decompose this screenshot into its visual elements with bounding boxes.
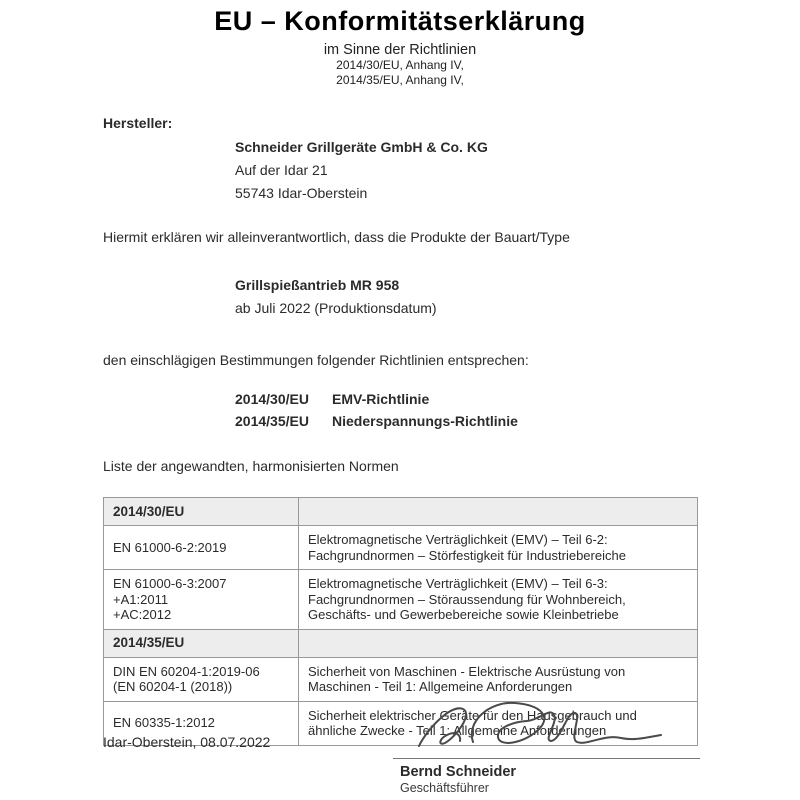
- section-code-cell: 2014/30/EU: [104, 498, 299, 526]
- document-footer: [103, 694, 700, 796]
- standard-code-line: DIN EN 60204-1:2019-06: [113, 663, 260, 679]
- manufacturer-address-block: [235, 136, 697, 205]
- manufacturer-label: Hersteller:: [103, 115, 173, 131]
- standard-code-line: +A1:2011: [113, 591, 169, 607]
- header-directive-line: 2014/30/EU, Anhang IV,: [336, 58, 464, 72]
- standard-code-line: (EN 60204-1 (2018)): [113, 679, 233, 694]
- table-row: [104, 570, 698, 630]
- section-desc-cell: [299, 498, 698, 526]
- section-code-cell: 2014/35/EU: [104, 629, 299, 657]
- directive-name: EMV-Richtlinie: [332, 391, 430, 407]
- directive-item: [235, 388, 697, 410]
- standard-code-line: EN 61000-6-2:2019: [113, 539, 227, 555]
- directive-code: 2014/30/EU: [235, 391, 309, 407]
- directive-item: [235, 410, 697, 432]
- signer-name: Bernd Schneider: [400, 764, 517, 780]
- directives-list: [235, 388, 697, 432]
- table-section-row: [104, 498, 698, 526]
- standard-code-cell: [104, 570, 299, 630]
- document-header: [103, 6, 697, 88]
- product-block: [235, 274, 697, 320]
- product-name: Grillspießantrieb MR 958: [235, 277, 400, 293]
- standard-code-cell: [104, 526, 299, 570]
- standard-desc-cell: Elektromagnetische Verträglichkeit (EMV) – Teil 6-2: Fachgrundnormen – Störfestigkeit für Industriebereiche: [299, 526, 698, 570]
- section-desc-cell: [299, 629, 698, 657]
- table-section-row: [104, 629, 698, 657]
- standard-desc-cell: Sicherheit elektrischer Geräte für den Hausgebrauch und ähnliche Zwecke - Teil 1: Allgemeine Anforderungen: [299, 701, 698, 745]
- declaration-intro: Hiermit erklären wir alleinverantwortlich, dass die Produkte der Bauart/Type: [103, 229, 570, 245]
- header-directive-line: 2014/35/EU, Anhang IV,: [336, 73, 464, 87]
- standard-code-line: EN 60335-1:2012: [113, 715, 215, 731]
- manufacturer-name: Schneider Grillgeräte GmbH & Co. KG: [235, 139, 488, 155]
- directive-name: Niederspannungs-Richtlinie: [332, 413, 518, 429]
- manufacturer-section: [103, 112, 697, 205]
- standard-desc-cell: Elektromagnetische Verträglichkeit (EMV) – Teil 6-3: Fachgrundnormen – Störaussendung für Wohnbereich, Geschäfts- und Gewerbebereiche sowie Kleinbetriebe: [299, 570, 698, 630]
- signature-scribble-icon: [411, 694, 671, 756]
- page-subtitle: im Sinne der Richtlinien: [323, 42, 477, 58]
- standard-code-line: EN 61000-6-3:2007: [113, 576, 227, 591]
- product-date: ab Juli 2022 (Produktionsdatum): [235, 300, 437, 316]
- page-title: EU – Konformitätserklärung: [214, 6, 586, 36]
- signature-block: [393, 694, 700, 795]
- signer-title: Geschäftsführer: [400, 781, 489, 795]
- declaration-compliance: den einschlägigen Bestimmungen folgender Richtlinien entsprechen:: [103, 352, 529, 368]
- table-row: [104, 526, 698, 570]
- manufacturer-city: 55743 Idar-Oberstein: [235, 185, 368, 201]
- manufacturer-street: Auf der Idar 21: [235, 162, 328, 178]
- directive-code: 2014/35/EU: [235, 413, 309, 429]
- signature-line: [393, 758, 700, 759]
- standards-heading: Liste der angewandten, harmonisierten Normen: [103, 458, 399, 474]
- place-date: Idar-Oberstein, 08.07.2022: [103, 734, 271, 750]
- standard-code-line: +AC:2012: [113, 607, 172, 622]
- standard-desc-cell: Sicherheit von Maschinen - Elektrische Ausrüstung von Maschinen - Teil 1: Allgemeine Anforderungen: [299, 657, 698, 701]
